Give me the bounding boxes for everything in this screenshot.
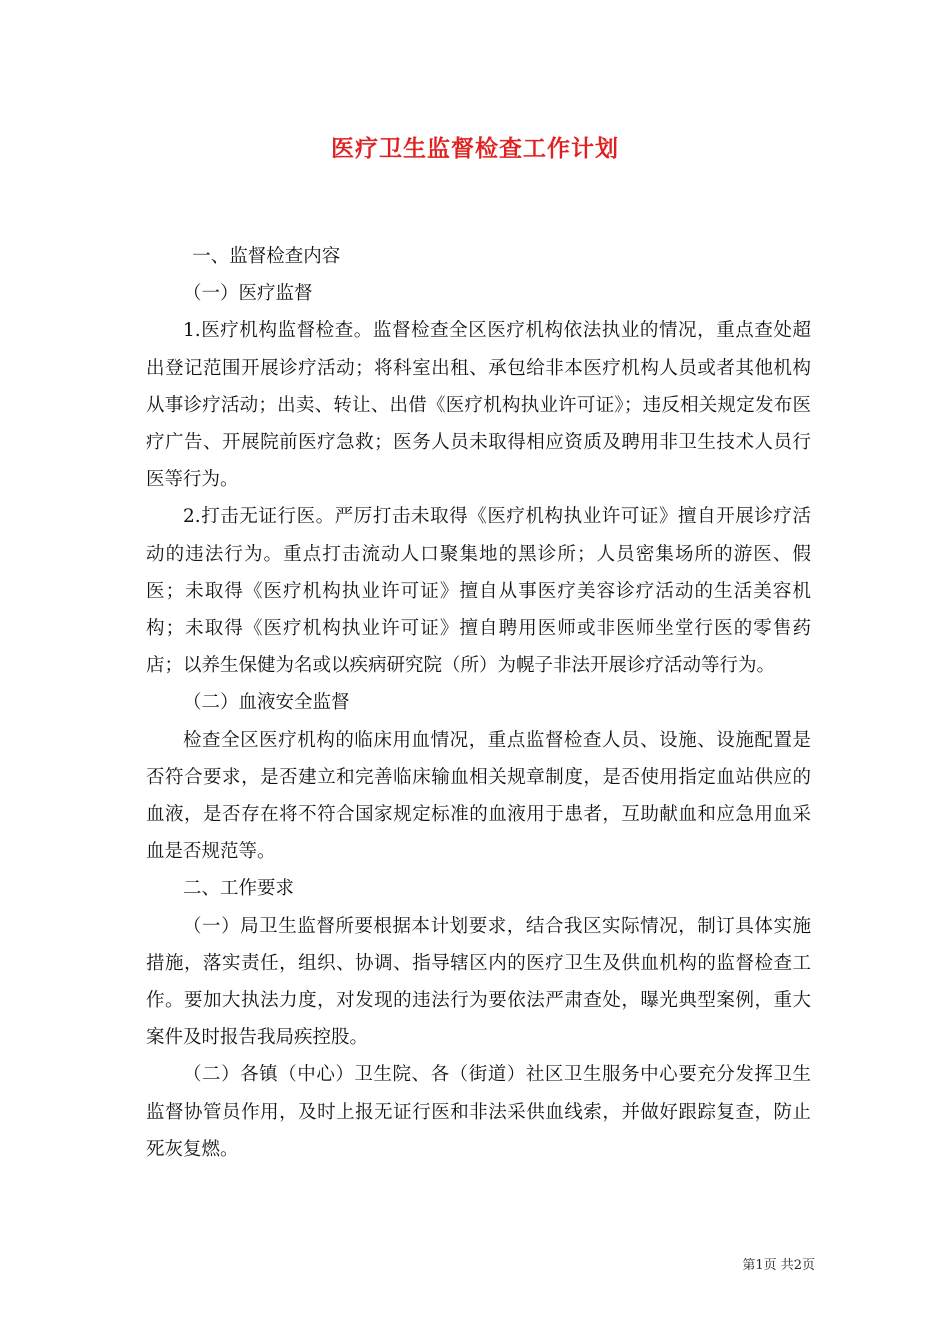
document-body	[146, 238, 811, 1168]
page-number-footer: 第1页 共2页	[742, 1258, 815, 1273]
section-heading-1: 一、监督检查内容	[192, 246, 341, 267]
subsection-heading-1-1: （一）医疗监督	[183, 283, 313, 305]
document-title: 医疗卫生监督检查工作计划	[331, 135, 619, 162]
paragraph-1-1-1: 1.医疗机构监督检查。监督检查全区医疗机构依法执业的情况，重点查处超出登记范围开展诊疗活动；将科室出租、承包给非本医疗机构人员或者其他机构从事诊疗活动；出卖、转让、出借《医疗机构执业许可证》；违反相关规定发布医疗广告、开展院前医疗急救；医务人员未取得相应资质及聘用非卫生技术人员行医等行为。	[146, 320, 811, 491]
paragraph-2-2: （二）各镇（中心）卫生院、各（街道）社区卫生服务中心要充分发挥卫生监督协管员作用，及时上报无证行医和非法采供血线索，并做好跟踪复查，防止死灰复燃。	[146, 1064, 811, 1160]
paragraph-1-1-2: 2.打击无证行医。严厉打击未取得《医疗机构执业许可证》擅自开展诊疗活动的违法行为。重点打击流动人口聚集地的黑诊所；人员密集场所的游医、假医；未取得《医疗机构执业许可证》擅自从事医疗美容诊疗活动的生活美容机构；未取得《医疗机构执业许可证》擅自聘用医师或非医师坐堂行医的零售药店；以养生保健为名或以疾病研究院（所）为幌子非法开展诊疗活动等行为。	[146, 506, 811, 677]
section-heading-2: 二、工作要求	[183, 878, 295, 900]
paragraph-2-1: （一）局卫生监督所要根据本计划要求，结合我区实际情况，制订具体实施措施，落实责任，组织、协调、指导辖区内的医疗卫生及供血机构的监督检查工作。要加大执法力度，对发现的违法行为要依法严肃查处，曝光典型案例，重大案件及时报告我局疾控股。	[146, 915, 811, 1049]
paragraph-1-2: 检查全区医疗机构的临床用血情况，重点监督检查人员、设施、设施配置是否符合要求，是否建立和完善临床输血相关规章制度，是否使用指定血站供应的血液，是否存在将不符合国家规定标准的血液用于患者，互助献血和应急用血采血是否规范等。	[146, 729, 811, 863]
subsection-heading-1-2: （二）血液安全监督	[183, 692, 350, 714]
